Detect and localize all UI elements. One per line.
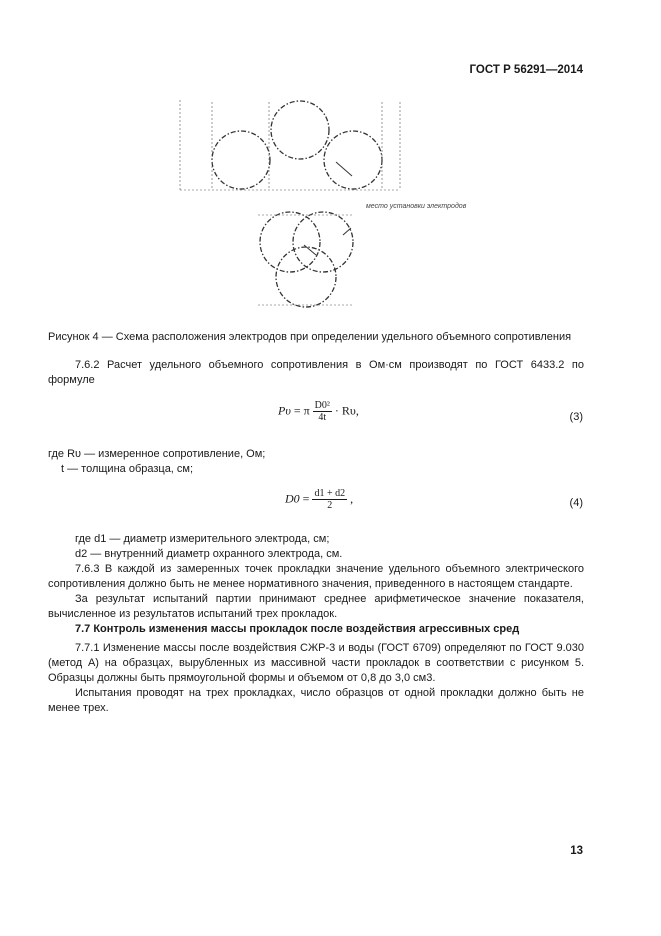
formula-3 xyxy=(278,400,359,423)
formula-4-eq: = xyxy=(302,491,310,506)
paragraph-tests: Испытания проводят на трех прокладках, число образцов от одной прокладки должно быть не менее трех. xyxy=(48,687,584,714)
paragraph-7-7-1: 7.7.1 Изменение массы после воздействия СЖР-3 и воды (ГОСТ 6709) определяют по ГОСТ 9.030 (метод А) на образцах, вырубленных из массивной части прокладок в соответствии с рисунком 5. Образцы должны быть прямоугольной формы и объемом от 0,8 до 3,0 см3. xyxy=(48,642,584,684)
lower-electrode-circle-bottom xyxy=(276,247,336,307)
page-number: 13 xyxy=(570,845,583,857)
formula-4-fraction xyxy=(312,488,347,511)
electrode-circle-right xyxy=(324,131,382,189)
paragraph-7-6-3: 7.6.3 В каждой из замеренных точек прокладки значение удельного объемного электрического сопротивления должно быть не менее нормативного значения, приведенного в настоящем стандарте. xyxy=(48,563,584,590)
where-d1: где d1 — диаметр измерительного электрода, см; xyxy=(75,533,330,545)
figure-annotation: место установки электродов xyxy=(366,203,467,210)
d2-definition: d2 — внутренний диаметр охранного электрода, см. xyxy=(75,548,343,560)
formula-4-rhs: , xyxy=(350,491,354,506)
lower-electrode-circle-left xyxy=(260,212,320,272)
section-7-7-heading: 7.7 Контроль изменения массы прокладок после воздействия агрессивных сред xyxy=(75,623,520,635)
paragraph-result: За результат испытаний партии принимают среднее арифметическое значение показателя, вычисленное из результатов испытаний трех прокладок. xyxy=(48,593,584,620)
formula-3-numerator: D0² xyxy=(314,400,330,411)
formula-4-number: (4) xyxy=(569,497,583,509)
formula-3-eq: = π xyxy=(293,403,310,418)
electrode-layout-figure xyxy=(168,90,488,315)
where-rv: где Rυ — измеренное сопротивление, Ом; xyxy=(48,448,266,460)
lower-electrode-circle-right xyxy=(293,212,353,272)
formula-3-fraction xyxy=(313,400,332,423)
figure-caption: Рисунок 4 — Схема расположения электродов при определении удельного объемного сопротивления xyxy=(48,331,572,343)
electrode-circle-left xyxy=(212,131,270,189)
formula-4-lhs: D0 xyxy=(285,491,300,506)
electrode-circle-top xyxy=(271,101,329,159)
formula-3-denominator: 4t xyxy=(318,412,327,423)
formula-4 xyxy=(285,488,353,511)
formula-3-number: (3) xyxy=(569,411,583,423)
formula-3-rhs: · Rυ, xyxy=(334,403,359,418)
document-header: ГОСТ Р 56291—2014 xyxy=(469,64,583,76)
paragraph-7-6-2: 7.6.2 Расчет удельного объемного сопротивления в Ом·см производят по ГОСТ 6433.2 по формуле xyxy=(48,359,584,386)
t-definition: t — толщина образца, см; xyxy=(61,463,194,475)
formula-4-denominator: 2 xyxy=(327,500,333,511)
formula-3-lhs: Pυ xyxy=(278,403,291,418)
formula-4-numerator: d1 + d2 xyxy=(314,488,346,499)
